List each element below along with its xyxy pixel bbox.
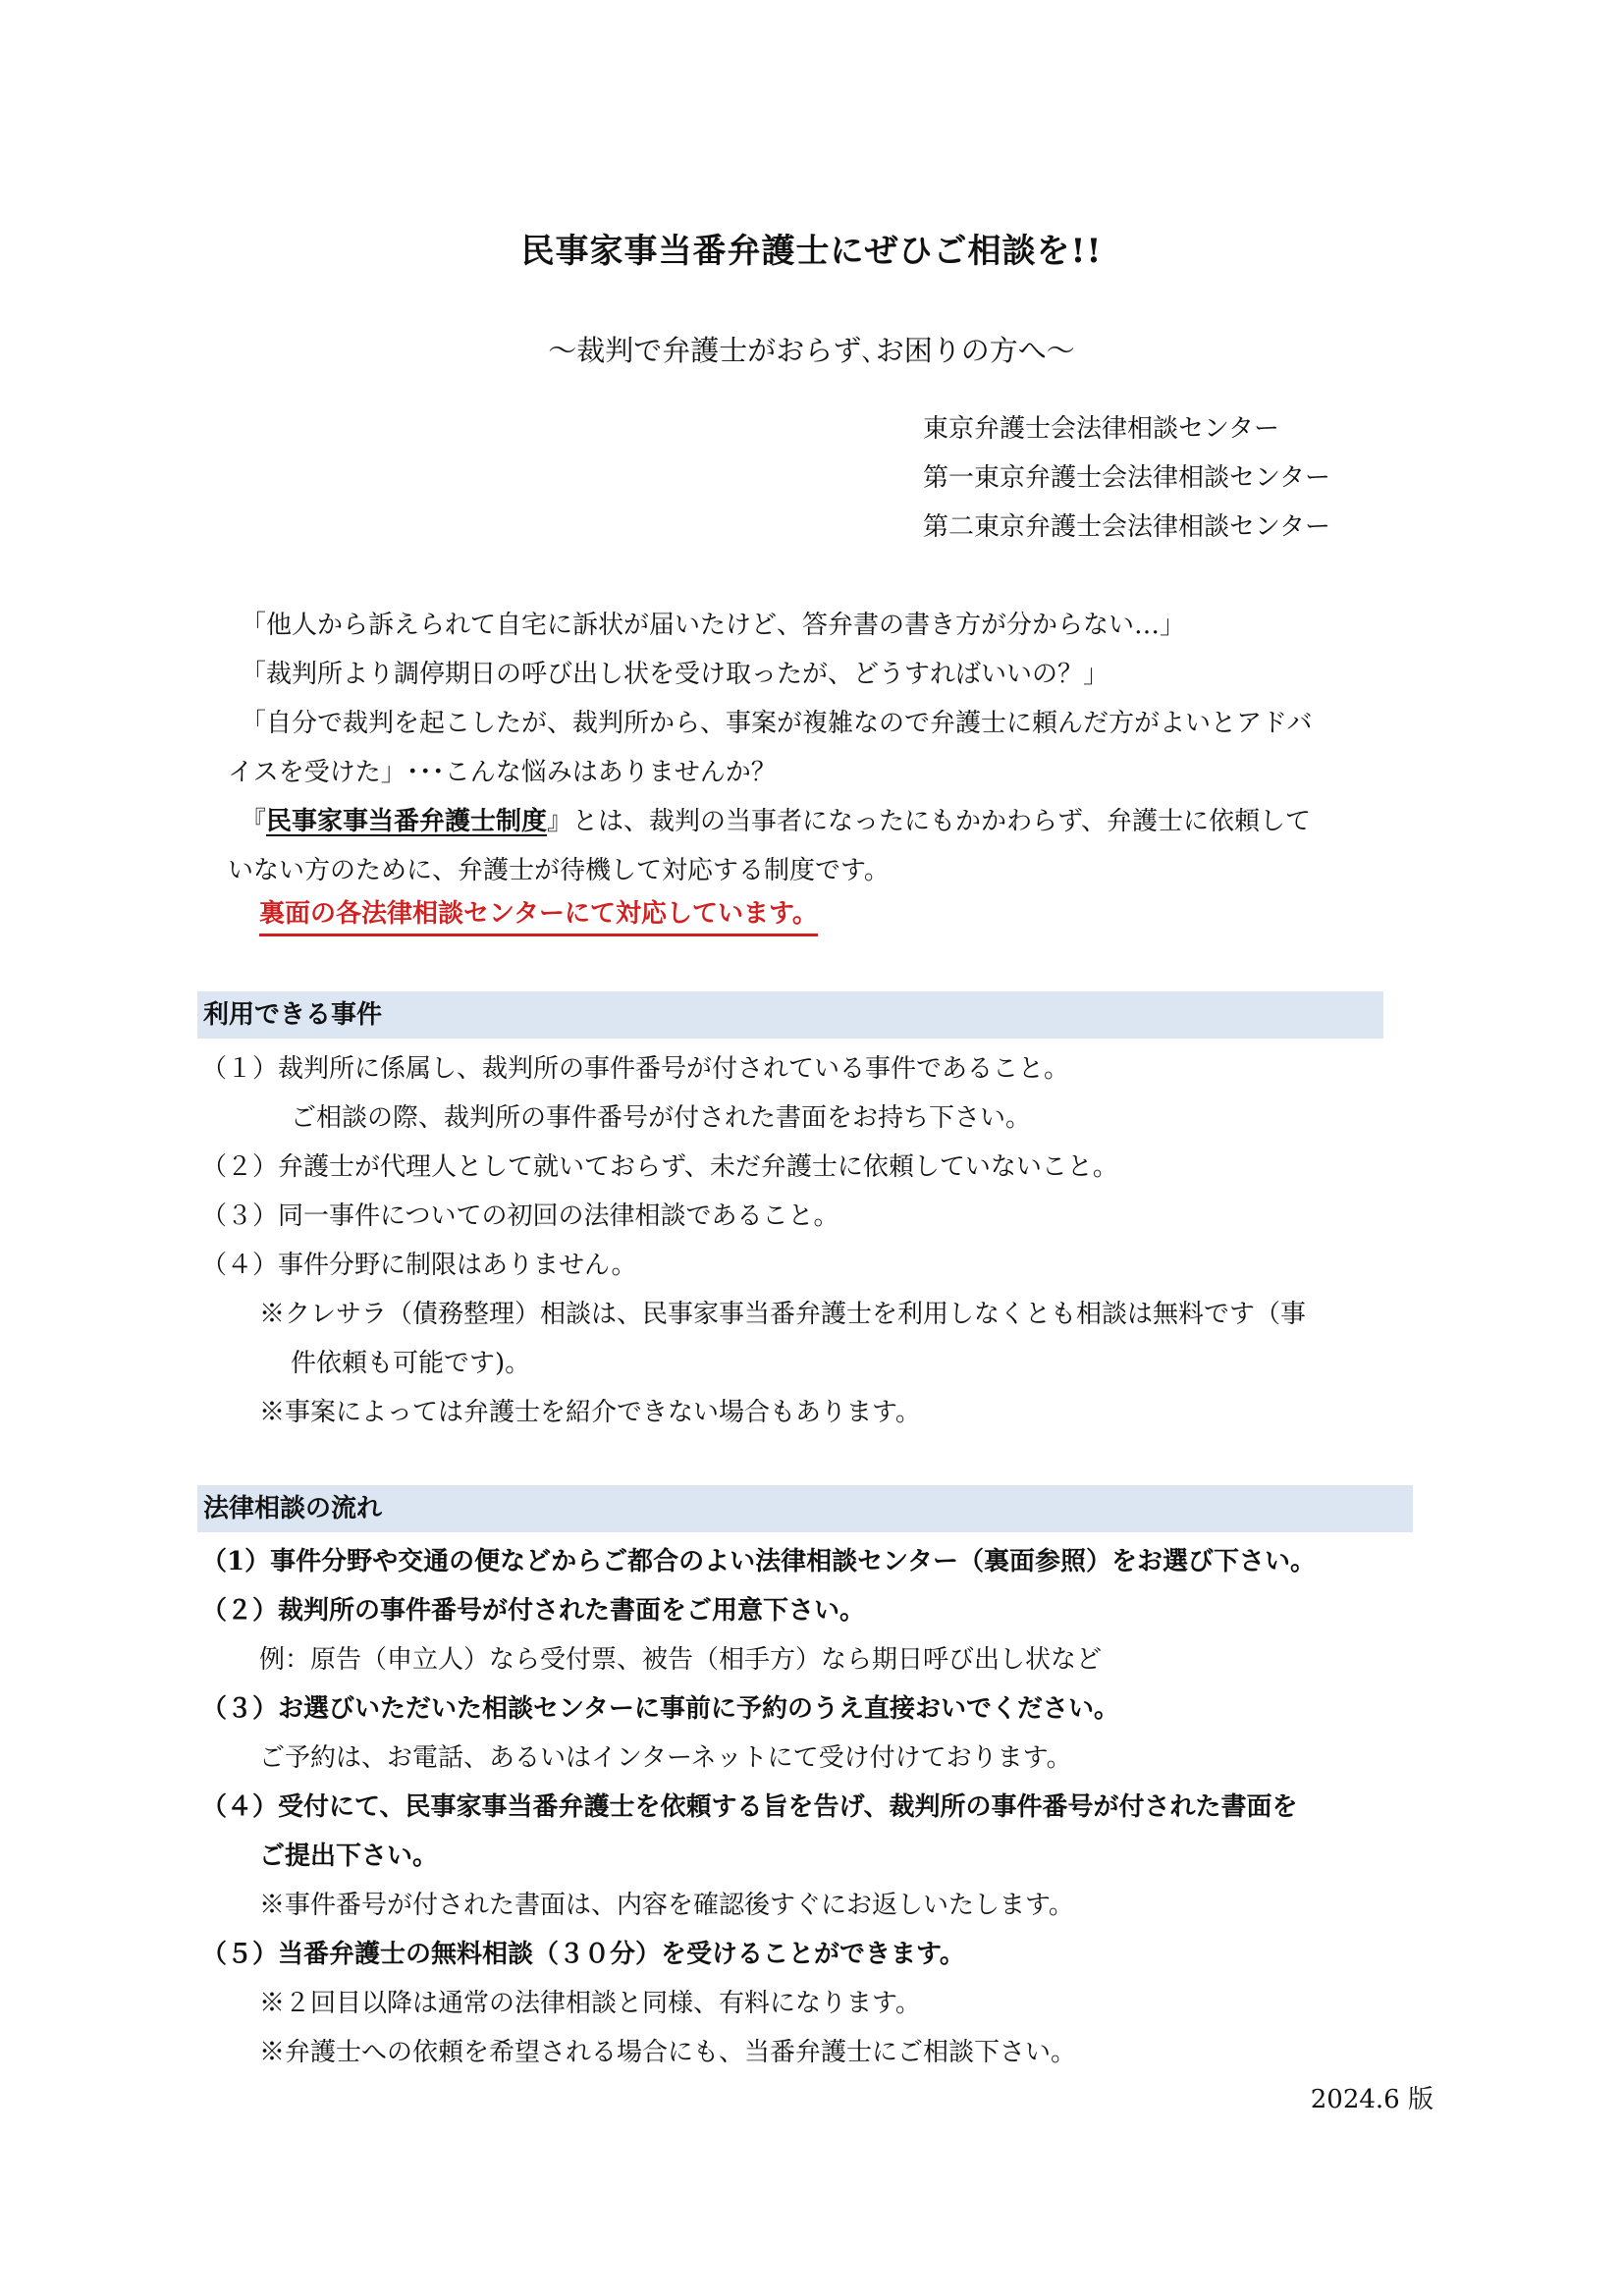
system-description-cont: いない方のために、弁護士が待機して対応する制度です。 bbox=[228, 856, 890, 885]
step-note: 例：原告（申立人）なら受付票、被告（相手方）なら期日呼び出し状など bbox=[259, 1645, 1103, 1675]
intro-question-cont: イスを受けた」･･･こんな悩みはありませんか？ bbox=[228, 758, 777, 787]
step-item-cont: ご提出下さい。 bbox=[259, 1842, 439, 1871]
page-subtitle: ～裁判で弁護士がおらず､お困りの方へ～ bbox=[548, 334, 1075, 367]
list-item: （４）事件分野に制限はありません。 bbox=[201, 1251, 637, 1280]
step-note: ※弁護士への依頼を希望される場合にも、当番弁護士にご相談下さい。 bbox=[259, 2038, 1077, 2067]
list-item: （２）弁護士が代理人として就いておらず、未だ弁護士に依頼していないこと。 bbox=[201, 1152, 1118, 1182]
list-item-note: 件依頼も可能です)。 bbox=[291, 1349, 531, 1378]
bracket: 『 bbox=[241, 807, 267, 836]
step-note: ※２回目以降は通常の法律相談と同様、有料になります。 bbox=[259, 1989, 921, 2018]
step-item: （２）裁判所の事件番号が付された書面をご用意下さい。 bbox=[201, 1596, 866, 1626]
organization-name: 第一東京弁護士会法律相談センター bbox=[923, 463, 1330, 493]
step-item: （４）受付にて、民事家事当番弁護士を依頼する旨を告げ、裁判所の事件番号が付された書面を bbox=[201, 1792, 1298, 1822]
system-text: とは、裁判の当事者になったにもかかわらず、弁護士に依頼して bbox=[572, 807, 1311, 836]
organization-name: 第二東京弁護士会法律相談センター bbox=[923, 512, 1330, 542]
step-item: （1）事件分野や交通の便などからご都合のよい法律相談センター（裏面参照）をお選び下さい。 bbox=[201, 1547, 1317, 1576]
intro-question: 「他人から訴えられて自宅に訴状が届いたけど、答弁書の書き方が分からない…」 bbox=[241, 611, 1186, 640]
intro-question: 「裁判所より調停期日の呼び出し状を受け取ったが、どうすればいいの？」 bbox=[241, 660, 1109, 689]
step-note: ※事件番号が付された書面は、内容を確認後すぐにお返しいたします。 bbox=[259, 1891, 1074, 1920]
section-heading-eligible-cases: 利用できる事件 bbox=[197, 991, 1383, 1039]
section-heading-consultation-flow: 法律相談の流れ bbox=[197, 1485, 1413, 1532]
list-item-note: ご相談の際、裁判所の事件番号が付された書面をお持ち下さい。 bbox=[291, 1103, 1032, 1133]
list-item: （１）裁判所に係属し、裁判所の事件番号が付されている事件であること。 bbox=[201, 1054, 1070, 1084]
step-item: （３）お選びいただいた相談センターに事前に予約のうえ直接おいでください。 bbox=[201, 1694, 1119, 1724]
version-label: 2024.6 版 bbox=[1310, 2085, 1434, 2114]
system-name: 民事家事当番弁護士制度 bbox=[266, 807, 548, 836]
page-title: 民事家事当番弁護士にぜひご相談を!! bbox=[520, 232, 1103, 271]
system-description bbox=[241, 801, 1311, 837]
organization-name: 東京弁護士会法律相談センター bbox=[923, 414, 1279, 444]
step-item: （５）当番弁護士の無料相談（３０分）を受けることができます。 bbox=[201, 1940, 965, 1969]
list-item-note: ※事案によっては弁護士を紹介できない場合もあります。 bbox=[259, 1398, 921, 1427]
list-item: （３）同一事件についての初回の法律相談であること。 bbox=[201, 1201, 839, 1231]
bracket: 』 bbox=[547, 807, 573, 836]
step-note: ご予約は、お電話、あるいはインターネットにて受け付けております。 bbox=[259, 1743, 1072, 1773]
highlight-notice: 裏面の各法律相談センターにて対応しています。 bbox=[259, 893, 818, 936]
intro-question: 「自分で裁判を起こしたが、裁判所から、事案が複雑なので弁護士に頼んだ方がよいとアドバ bbox=[241, 709, 1313, 738]
list-item-note: ※クレサラ（債務整理）相談は、民事家事当番弁護士を利用しなくとも相談は無料です（事 bbox=[259, 1300, 1307, 1329]
